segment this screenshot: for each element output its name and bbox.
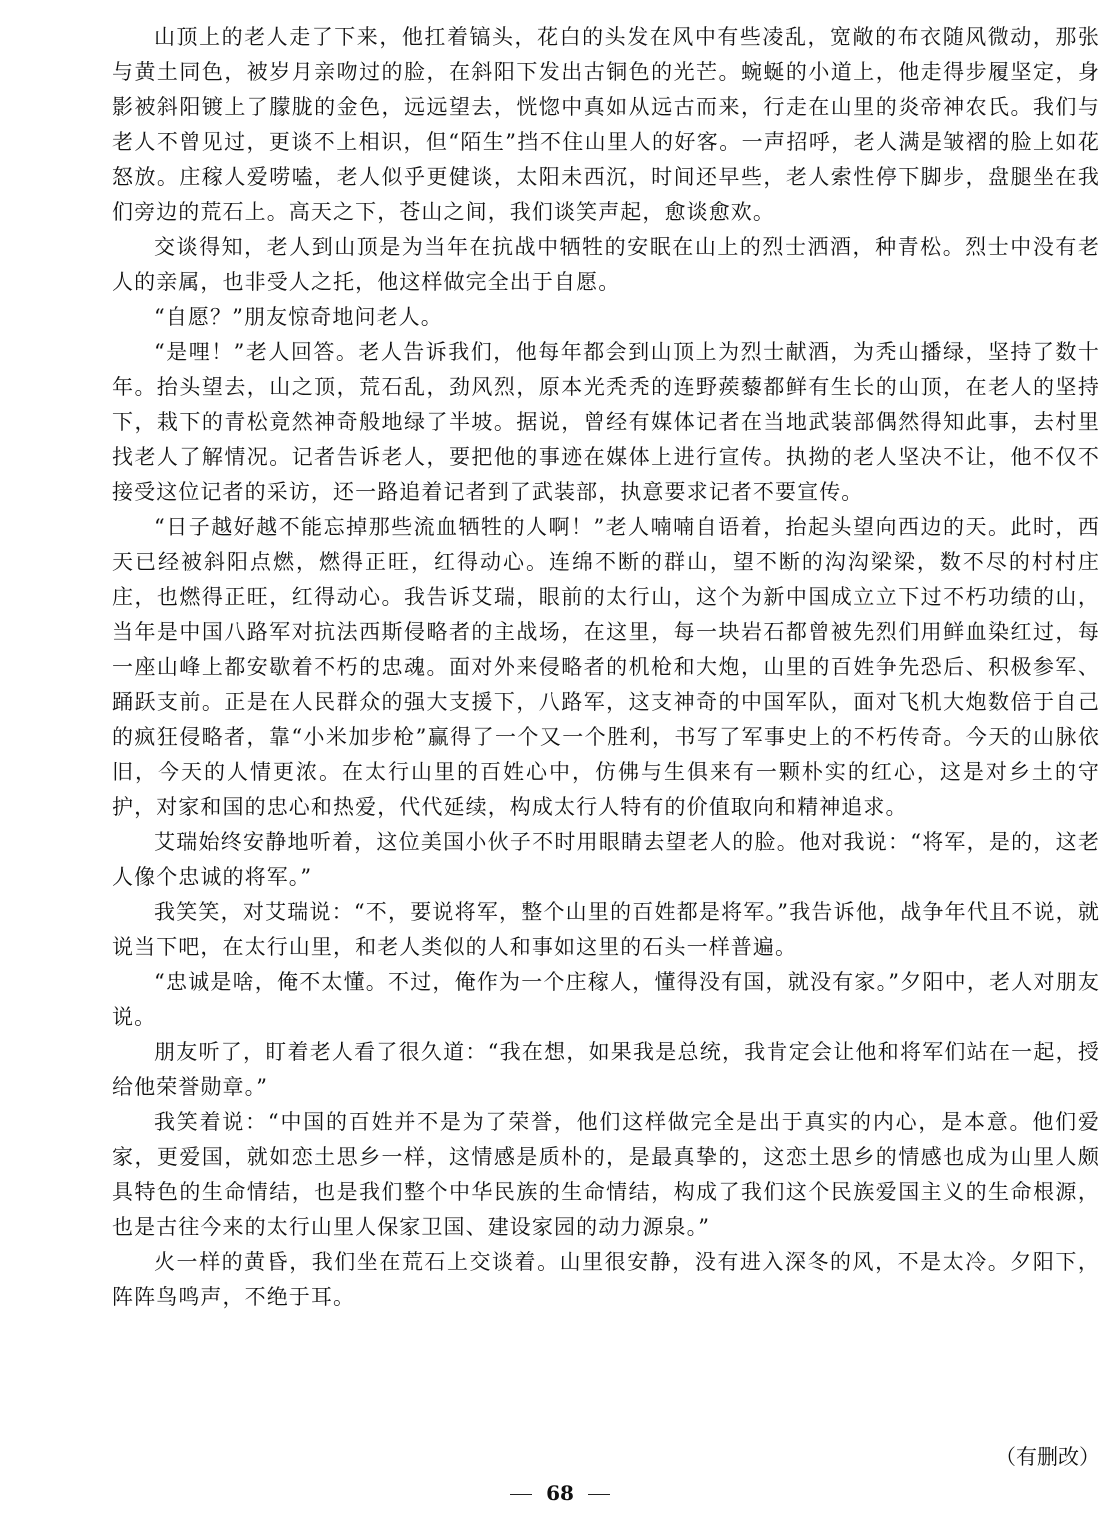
page-number: 68 (546, 1481, 574, 1505)
paragraph: 朋友听了，盯着老人看了很久道：“我在想，如果我是总统，我肯定会让他和将军们站在一起，授给他荣誉勋章。” (112, 1040, 1100, 1099)
paragraph: 火一样的黄昏，我们坐在荒石上交谈着。山里很安静，没有进入深冬的风，不是太冷。夕阳下，阵阵鸟鸣声，不绝于耳。 (112, 1250, 1100, 1309)
edit-note: （有删改） (995, 1445, 1100, 1469)
paragraph: 我笑着说：“中国的百姓并不是为了荣誉，他们这样做完全是出于真实的内心，是本意。他们爱家，更爱国，就如恋土思乡一样，这情感是质朴的，是最真挚的，这恋土思乡的情感也成为山里人颇具特色的生命情结，也是我们整个中华民族的生命情结，构成了我们这个民族爱国主义的生命根源，也是古往今来的太行山里人保家卫国、建设家园的动力源泉。” (112, 1110, 1100, 1239)
paragraph: 交谈得知，老人到山顶是为当年在抗战中牺牲的安眠在山上的烈士洒酒，种青松。烈士中没有老人的亲属，也非受人之托，他这样做完全出于自愿。 (112, 235, 1100, 294)
paragraph: “是哩！”老人回答。老人告诉我们，他每年都会到山顶上为烈士献酒，为秃山播绿，坚持了数十年。抬头望去，山之顶，荒石乱，劲风烈，原本光秃秃的连野蒺藜都鲜有生长的山顶，在老人的坚持下，栽下的青松竟然神奇般地绿了半坡。据说，曾经有媒体记者在当地武装部偶然得知此事，去村里找老人了解情况。记者告诉老人，要把他的事迹在媒体上进行宣传。执拗的老人坚决不让，他不仅不接受这位记者的采访，还一路追着记者到了武装部，执意要求记者不要宣传。 (112, 340, 1100, 504)
paragraph: 艾瑞始终安静地听着，这位美国小伙子不时用眼睛去望老人的脸。他对我说：“将军，是的，这老人像个忠诚的将军。” (112, 830, 1100, 889)
paragraph: “忠诚是啥，俺不太懂。不过，俺作为一个庄稼人，懂得没有国，就没有家。”夕阳中，老人对朋友说。 (112, 970, 1100, 1029)
footer-dash-left (510, 1494, 532, 1495)
paragraph: 我笑笑，对艾瑞说：“不，要说将军，整个山里的百姓都是将军。”我告诉他，战争年代且不说，就说当下吧，在太行山里，和老人类似的人和事如这里的石头一样普遍。 (112, 900, 1100, 959)
paragraph: “自愿？”朋友惊奇地问老人。 (154, 305, 443, 329)
page-footer (0, 1478, 1120, 1508)
paragraph: “日子越好越不能忘掉那些流血牺牲的人啊！”老人喃喃自语着，抬起头望向西边的天。此时，西天已经被斜阳点燃，燃得正旺，红得动心。连绵不断的群山，望不断的沟沟梁梁，数不尽的村村庄庄，也燃得正旺，红得动心。我告诉艾瑞，眼前的太行山，这个为新中国成立立下过不朽功绩的山，当年是中国八路军对抗法西斯侵略者的主战场，在这里，每一块岩石都曾被先烈们用鲜血染红过，每一座山峰上都安歇着不朽的忠魂。面对外来侵略者的机枪和大炮，山里的百姓争先恐后、积极参军、踊跃支前。正是在人民群众的强大支援下，八路军，这支神奇的中国军队，面对飞机大炮数倍于自己的疯狂侵略者，靠“小米加步枪”赢得了一个又一个胜利，书写了军事史上的不朽传奇。今天的山脉依旧，今天的人情更浓。在太行山里的百姓心中，仿佛与生俱来有一颗朴实的红心，这是对乡土的守护，对家和国的忠心和热爱，代代延续，构成太行人特有的价值取向和精神追求。 (112, 515, 1100, 819)
footer-dash-right (588, 1494, 610, 1495)
paragraph: 山顶上的老人走了下来，他扛着镐头，花白的头发在风中有些凌乱，宽敞的布衣随风微动，那张与黄土同色，被岁月亲吻过的脸，在斜阳下发出古铜色的光芒。蜿蜒的小道上，他走得步履坚定，身影被斜阳镀上了朦胧的金色，远远望去，恍惚中真如从远古而来，行走在山里的炎帝神农氏。我们与老人不曾见过，更谈不上相识，但“陌生”挡不住山里人的好客。一声招呼，老人满是皱褶的脸上如花怒放。庄稼人爱唠嗑，老人似乎更健谈，太阳未西沉，时间还早些，老人索性停下脚步，盘腿坐在我们旁边的荒石上。高天之下，苍山之间，我们谈笑声起，愈谈愈欢。 (112, 25, 1100, 224)
article-body (112, 20, 1100, 1315)
